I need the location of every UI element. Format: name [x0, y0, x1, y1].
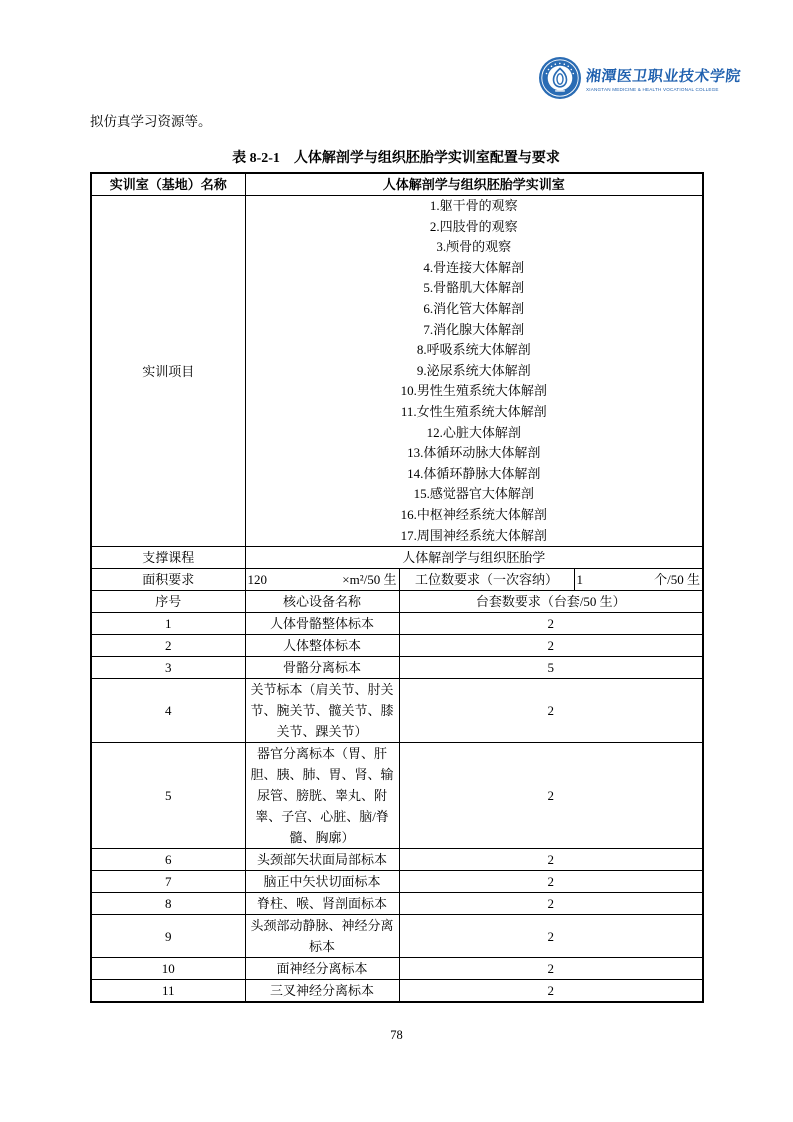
- equipment-row: [91, 958, 703, 980]
- training-item: 2.四肢骨的观察: [429, 218, 518, 234]
- area-unit: ×m²/50 生: [342, 572, 397, 588]
- equipment-no: 1: [91, 613, 245, 635]
- equipment-no: 9: [91, 915, 245, 958]
- college-name-cn: 湘潭医卫职业技术学院: [585, 68, 742, 85]
- equipment-row: [91, 893, 703, 915]
- equipment-qty: 2: [399, 893, 703, 915]
- page-number: 78: [390, 1028, 403, 1042]
- equipment-qty: 5: [399, 657, 703, 679]
- equipment-no: 3: [91, 657, 245, 679]
- equipment-name: 三叉神经分离标本: [245, 980, 399, 1003]
- equipment-no: 6: [91, 849, 245, 871]
- table-row-equipment-header: [91, 591, 703, 613]
- equipment-name: 骨骼分离标本: [245, 657, 399, 679]
- college-name-en: XIANGTAN MEDICINE & HEALTH VOCATIONAL COLLEGE: [586, 86, 719, 92]
- equipment-row: [91, 679, 703, 743]
- station-unit: 个/50 生: [654, 572, 701, 588]
- equipment-name: 人体骨骼整体标本: [245, 613, 399, 635]
- equipment-qty: 2: [399, 980, 703, 1003]
- equipment-name: 头颈部矢状面局部标本: [245, 849, 399, 871]
- equipment-name: 脊柱、喉、肾剖面标本: [245, 893, 399, 915]
- equipment-qty: 2: [399, 849, 703, 871]
- equipment-no: 7: [91, 871, 245, 893]
- area-label: 面积要求: [91, 569, 245, 591]
- equipment-header-name: 核心设备名称: [245, 591, 399, 613]
- training-item: 12.心脏大体解剖: [426, 424, 521, 440]
- table-row-support-course: [91, 547, 703, 569]
- equipment-qty: 2: [399, 743, 703, 849]
- equipment-name: 脑正中矢状切面标本: [245, 871, 399, 893]
- room-name-label: 实训室（基地）名称: [91, 173, 245, 196]
- equipment-name: 器官分离标本（胃、肝胆、胰、肺、胃、肾、输尿管、膀胱、睾丸、附睾、子宫、心脏、脑/脊髓、胸廓）: [245, 743, 399, 849]
- equipment-name: 关节标本（肩关节、肘关节、腕关节、髋关节、膝关节、踝关节）: [245, 679, 399, 743]
- equipment-qty: 2: [399, 915, 703, 958]
- equipment-no: 4: [91, 679, 245, 743]
- training-item: 17.周围神经系统大体解剖: [400, 527, 547, 543]
- training-item: 6.消化管大体解剖: [423, 300, 525, 316]
- training-item: 4.骨连接大体解剖: [423, 259, 525, 275]
- intro-text: 拟仿真学习资源等。: [90, 114, 212, 129]
- training-item: 9.泌尿系统大体解剖: [416, 362, 531, 378]
- equipment-row: [91, 613, 703, 635]
- training-item: 11.女性生殖系统大体解剖: [400, 403, 547, 419]
- college-emblem-icon: [538, 56, 582, 100]
- support-course-label: 支撑课程: [91, 547, 245, 569]
- table-row-room-name: [91, 173, 703, 196]
- area-value-cell: [245, 569, 399, 591]
- equipment-no: 2: [91, 635, 245, 657]
- equipment-row: [91, 871, 703, 893]
- college-name-block: [586, 65, 741, 92]
- college-logo: [538, 56, 742, 100]
- room-name-value: 人体解剖学与组织胚胎学实训室: [245, 173, 703, 196]
- equipment-row: [91, 915, 703, 958]
- training-item: 14.体循环静脉大体解剖: [407, 465, 541, 481]
- equipment-header-qty: 台套数要求（台套/50 生）: [399, 591, 703, 613]
- training-item: 1.躯干骨的观察: [429, 198, 518, 213]
- equipment-name: 头颈部动静脉、神经分离标本: [245, 915, 399, 958]
- equipment-header-no: 序号: [91, 591, 245, 613]
- equipment-no: 11: [91, 980, 245, 1003]
- equipment-qty: 2: [399, 958, 703, 980]
- training-item: 15.感觉器官大体解剖: [413, 486, 534, 502]
- training-item: 10.男性生殖系统大体解剖: [400, 383, 547, 399]
- equipment-row: [91, 980, 703, 1003]
- area-value: 120: [247, 572, 267, 588]
- equipment-qty: 2: [399, 871, 703, 893]
- equipment-no: 10: [91, 958, 245, 980]
- support-course-value: 人体解剖学与组织胚胎学: [245, 547, 703, 569]
- table-row-training-items: [91, 196, 703, 547]
- equipment-no: 5: [91, 743, 245, 849]
- training-items-label: 实训项目: [91, 196, 245, 547]
- equipment-row: [91, 635, 703, 657]
- station-value: 1: [576, 572, 583, 588]
- equipment-name: 面神经分离标本: [245, 958, 399, 980]
- equipment-row: [91, 743, 703, 849]
- training-item: 5.骨骼肌大体解剖: [423, 280, 525, 296]
- training-item: 7.消化腺大体解剖: [423, 321, 525, 337]
- equipment-qty: 2: [399, 635, 703, 657]
- equipment-name: 人体整体标本: [245, 635, 399, 657]
- training-item: 13.体循环动脉大体解剖: [407, 445, 541, 461]
- station-label: 工位数要求（一次容纳）: [399, 569, 574, 591]
- equipment-no: 8: [91, 893, 245, 915]
- equipment-qty: 2: [399, 679, 703, 743]
- table-title: 表 8-2-1 人体解剖学与组织胚胎学实训室配置与要求: [232, 151, 560, 166]
- training-item: 16.中枢神经系统大体解剖: [400, 506, 547, 522]
- training-item: 3.颅骨的观察: [436, 239, 512, 255]
- training-item: 8.呼吸系统大体解剖: [416, 342, 531, 358]
- equipment-row: [91, 849, 703, 871]
- training-items-list: [245, 196, 703, 547]
- training-room-spec-table: [90, 172, 704, 1003]
- table-row-area: [91, 569, 703, 591]
- station-value-cell: [574, 569, 703, 591]
- equipment-qty: 2: [399, 613, 703, 635]
- equipment-row: [91, 657, 703, 679]
